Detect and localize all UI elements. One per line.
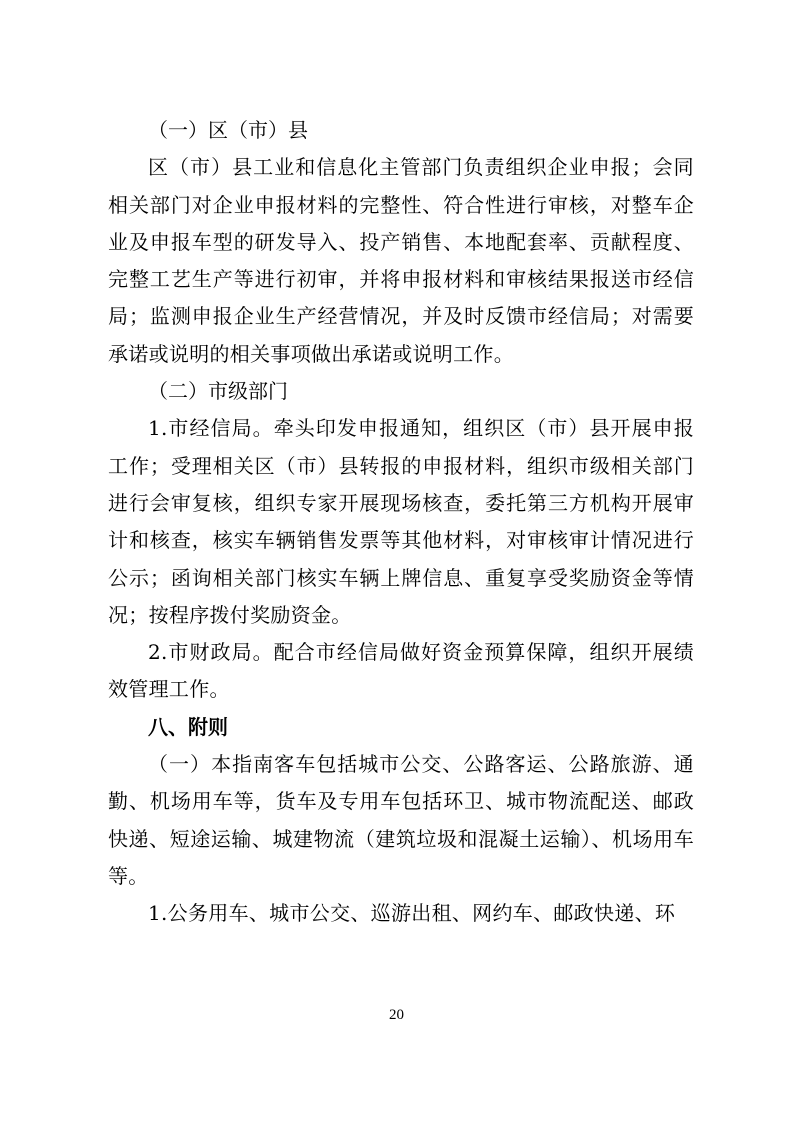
paragraph-economic-bureau: 1.市经信局。牵头印发申报通知，组织区（市）县开展申报工作；受理相关区（市）县转报的申报材料，组织市级相关部门进行会审复核，组织专家开展现场核查，委托第三方机构开展审计和核查，核实车辆销售发票等其他材料，对审核审计情况进行公示；函询相关部门核实车辆上牌信息、重复享受奖励资金等情况；按程序拨付奖励资金。 [108, 416, 694, 627]
document-body [108, 112, 694, 933]
section-heading-district: （一）区（市）县 [148, 118, 308, 142]
paragraph-district-duties: 区（市）县工业和信息化主管部门负责组织企业申报；会同相关部门对企业申报材料的完整性、符合性进行审核，对整车企业及申报车型的研发导入、投产销售、本地配套率、贡献程度、完整工艺生产等进行初审，并将申报材料和审核结果报送市经信局；监测申报企业生产经营情况，并及时反馈市经信局；对需要承诺或说明的相关事项做出承诺或说明工作。 [108, 155, 694, 366]
page-number: 20 [389, 1007, 404, 1023]
paragraph-vehicle-list: 1.公务用车、城市公交、巡游出租、网约车、邮政快递、环 [148, 901, 676, 926]
paragraph-vehicle-scope: （一）本指南客车包括城市公交、公路客运、公路旅游、通勤、机场用车等，货车及专用车包括环卫、城市物流配送、邮政快递、短途运输、城建物流（建筑垃圾和混凝土运输）、机场用车等。 [108, 752, 694, 888]
paragraph-finance-bureau: 2.市财政局。配合市经信局做好资金预算保障，组织开展绩效管理工作。 [108, 640, 694, 702]
section-heading-city-departments: （二）市级部门 [148, 379, 288, 404]
chapter-heading-supplementary: 八、附则 [148, 714, 228, 739]
